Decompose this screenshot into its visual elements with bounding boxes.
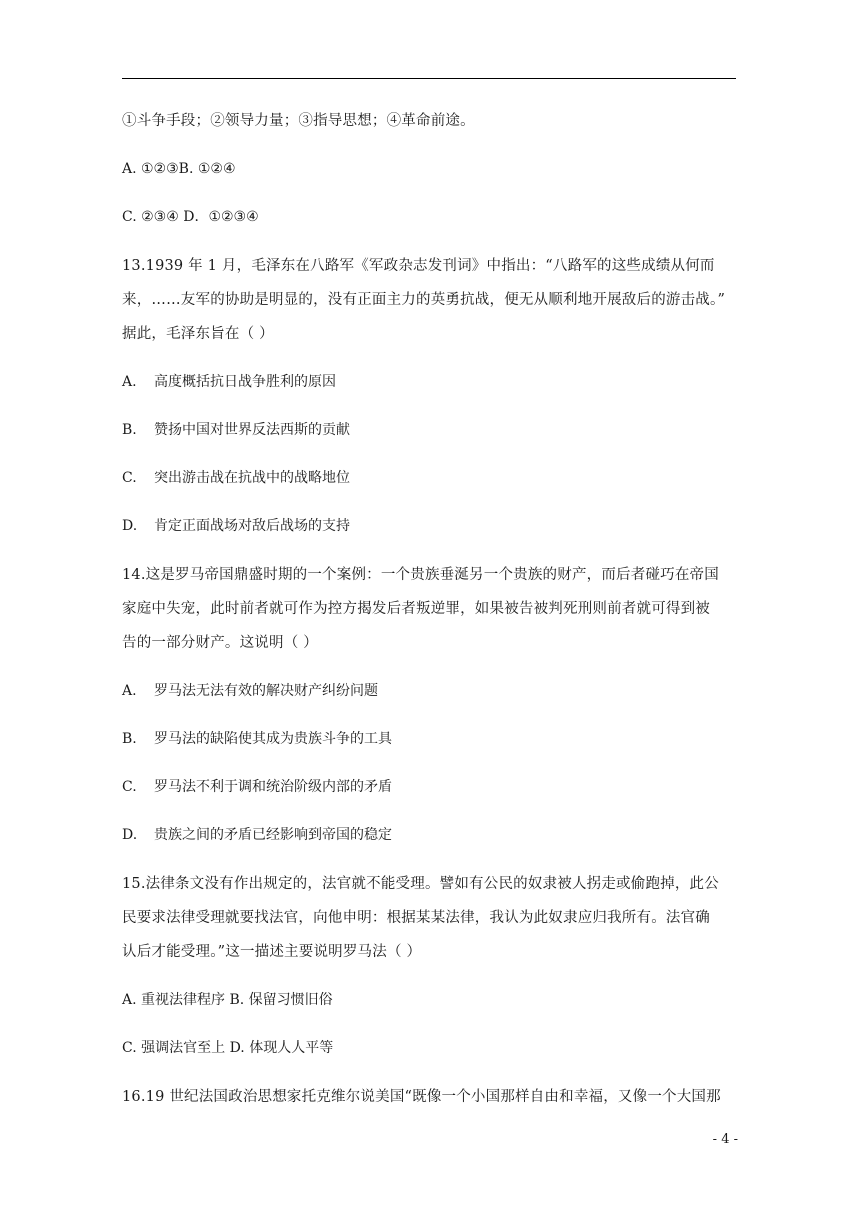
q13-stem-line-1: 13.1939 年 1 月，毛泽东在八路军《军政杂志发刊词》中指出：“八路军的这些成绩从何而 [122, 258, 715, 274]
option-letter: C. [122, 779, 137, 795]
option-text: 贵族之间的矛盾已经影响到帝国的稳定 [154, 827, 392, 843]
option-text: 罗马法不利于调和统治阶级内部的矛盾 [154, 779, 392, 795]
option-text: 罗马法的缺陷使其成为贵族斗争的工具 [154, 731, 392, 747]
option-letter: B. [122, 422, 137, 438]
option-text: 突出游击战在抗战中的战略地位 [154, 470, 350, 486]
q13-option-a [122, 372, 336, 392]
q12-stem: ①斗争手段；②领导力量；③指导思想；④革命前途。 [122, 113, 475, 129]
option-letter: B. [122, 731, 137, 747]
option-text: 肯定正面战场对敌后战场的支持 [154, 518, 350, 534]
option-letter: A. [122, 374, 137, 390]
q14-option-b [122, 729, 392, 749]
q15-stem-line-3: 认后才能受理。”这一描述主要说明罗马法（ ） [122, 944, 422, 960]
option-text: 赞扬中国对世界反法西斯的贡献 [154, 422, 350, 438]
q13-option-c [122, 468, 350, 488]
option-letter: D. [122, 518, 138, 534]
q15-options-row-1: A. 重视法律程序 B. 保留习惯旧俗 [122, 992, 333, 1008]
q12-options-row-2: C. ②③④ D．①②③④ [122, 209, 259, 225]
q12-options-row-1: A. ①②③B. ①②④ [122, 161, 236, 177]
page-number: - 4 - [712, 1132, 738, 1147]
q13-stem-line-3: 据此，毛泽东旨在（ ） [122, 326, 274, 342]
option-text: 高度概括抗日战争胜利的原因 [154, 374, 336, 390]
q14-option-c [122, 777, 392, 797]
q15-stem-line-1: 15.法律条文没有作出规定的，法官就不能受理。譬如有公民的奴隶被人拐走或偷跑掉，此公 [122, 876, 719, 892]
q14-option-d [122, 825, 392, 845]
q14-stem-line-1: 14.这是罗马帝国鼎盛时期的一个案例：一个贵族垂涎另一个贵族的财产，而后者碰巧在帝国 [122, 567, 719, 583]
option-text: 罗马法无法有效的解决财产纠纷问题 [154, 683, 378, 699]
q14-stem-line-3: 告的一部分财产。这说明（ ） [122, 635, 318, 651]
q13-option-b [122, 420, 350, 440]
q16-stem-line-1: 16.19 世纪法国政治思想家托克维尔说美国“既像一个小国那样自由和幸福，又像一个大国那 [122, 1089, 721, 1105]
q14-stem-line-2: 家庭中失宠，此时前者就可作为控方揭发后者叛逆罪，如果被告被判死刑则前者就可得到被 [122, 601, 710, 617]
q13-option-d [122, 516, 350, 536]
q13-stem-line-2: 来，……友军的协助是明显的，没有正面主力的英勇抗战，便无从顺利地开展敌后的游击战。” [122, 292, 726, 308]
header-rule [122, 78, 736, 79]
option-letter: D. [122, 827, 138, 843]
option-letter: C. [122, 470, 137, 486]
option-letter: A. [122, 683, 137, 699]
q14-option-a [122, 681, 378, 701]
q15-stem-line-2: 民要求法律受理就要找法官，向他申明：根据某某法律，我认为此奴隶应归我所有。法官确 [122, 910, 710, 926]
q15-options-row-2: C. 强调法官至上 D. 体现人人平等 [122, 1040, 334, 1056]
